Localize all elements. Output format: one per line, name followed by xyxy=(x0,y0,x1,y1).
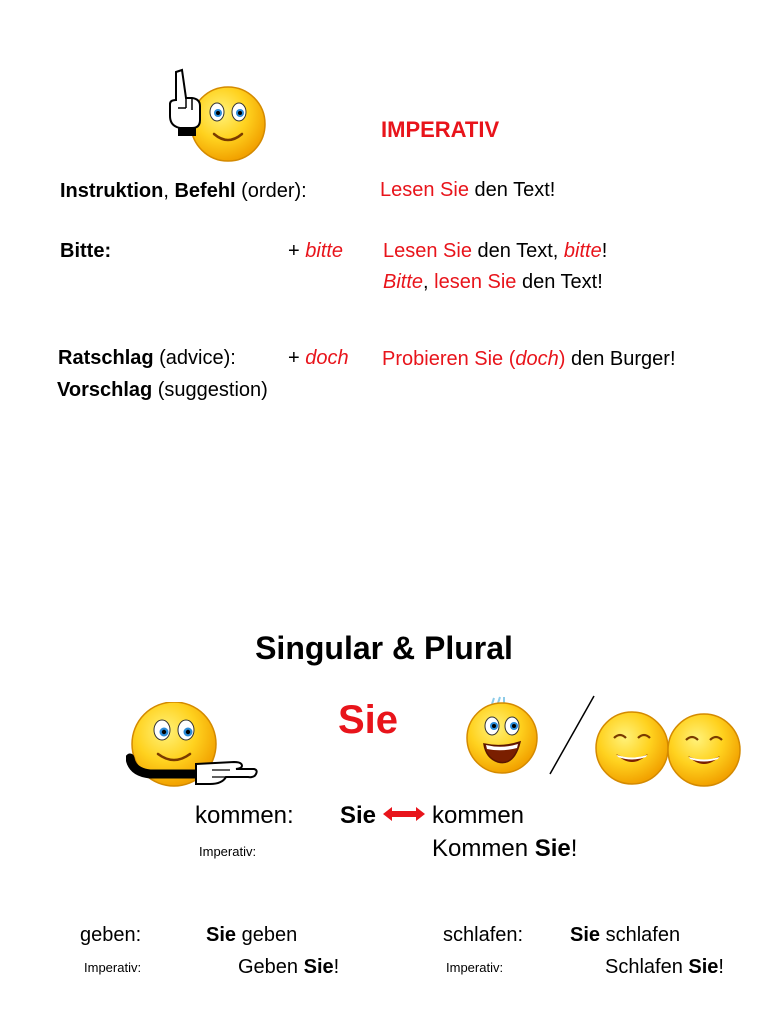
instruction-label-bold-1: Instruktion xyxy=(60,180,164,202)
geben-imperative-pronoun: Sie xyxy=(303,956,334,978)
schlafen-imperative-verb: Schlafen xyxy=(605,956,689,978)
pointing-smiley-icon xyxy=(166,68,270,164)
main-verb-imperative xyxy=(432,835,577,863)
request-ex1-end: ! xyxy=(601,240,608,262)
suggestion-label-bold: Vorschlag xyxy=(57,379,153,401)
schlafen-imperativ-label: Imperativ: xyxy=(446,960,504,975)
request-ex2-particle: Bitte xyxy=(383,271,424,293)
pronoun-sie-heading: Sie xyxy=(338,698,399,742)
instruction-label xyxy=(60,179,307,203)
request-ex2-comma: , xyxy=(423,271,435,293)
section-title-singular-plural: Singular & Plural xyxy=(255,630,513,666)
main-verb-conjugated: kommen xyxy=(432,802,525,829)
advice-particle-text: doch xyxy=(305,347,349,369)
geben-pronoun: Sie xyxy=(206,924,237,946)
laughing-smiley-icon xyxy=(464,696,544,776)
geben-conjugation xyxy=(206,923,297,947)
request-example-2 xyxy=(383,270,603,294)
advice-ex-red-2: ) xyxy=(558,348,566,370)
suggestion-label xyxy=(57,378,268,402)
instruction-example xyxy=(380,178,555,202)
page-title-imperativ: IMPERATIV xyxy=(381,117,500,142)
schlafen-conjugation xyxy=(570,923,680,947)
schlafen-imperative-pronoun: Sie xyxy=(688,956,719,978)
advice-label-bold: Ratschlag xyxy=(58,347,154,369)
request-plus: + xyxy=(288,240,306,262)
advice-label-plain: (advice): xyxy=(153,347,236,369)
pointing-right-smiley-icon xyxy=(126,702,260,790)
schlafen-infinitive: schlafen: xyxy=(443,924,524,946)
geben-infinitive: geben: xyxy=(80,924,142,946)
request-label: Bitte: xyxy=(60,240,112,262)
geben-imperative-verb: Geben xyxy=(238,956,304,978)
request-ex1-particle: bitte xyxy=(563,240,602,262)
request-particle-text: bitte xyxy=(305,240,344,262)
schlafen-pronoun: Sie xyxy=(570,924,601,946)
request-example-1 xyxy=(383,239,607,263)
request-particle xyxy=(288,239,343,263)
instruction-example-red: Lesen Sie xyxy=(380,179,469,201)
schlafen-imperative-end: ! xyxy=(718,956,724,978)
schlafen-conj: schlafen xyxy=(600,924,681,946)
request-ex1-red: Lesen Sie xyxy=(383,240,472,262)
main-verb-infinitive: kommen: xyxy=(195,802,294,829)
request-ex2-red: lesen Sie xyxy=(434,271,517,293)
instruction-label-sep: , xyxy=(163,180,175,202)
advice-label xyxy=(58,346,236,370)
instruction-label-bold-2: Befehl xyxy=(174,180,236,202)
main-verb-imperative-verb: Kommen xyxy=(432,835,535,862)
main-verb-imperativ-label: Imperativ: xyxy=(199,844,257,859)
advice-plus: + xyxy=(288,347,306,369)
request-ex1-mid: den Text, xyxy=(471,240,564,262)
request-ex2-rest: den Text! xyxy=(516,271,603,293)
main-verb-pronoun: Sie xyxy=(340,802,377,829)
advice-ex-particle: doch xyxy=(515,348,559,370)
advice-particle xyxy=(288,346,349,370)
advice-ex-rest: den Burger! xyxy=(565,348,676,370)
double-arrow-icon xyxy=(382,806,426,822)
instruction-example-rest: den Text! xyxy=(468,179,556,201)
main-verb-imperative-pronoun: Sie xyxy=(534,835,571,862)
main-verb-imperative-end: ! xyxy=(570,835,578,862)
geben-imperativ-label: Imperativ: xyxy=(84,960,142,975)
geben-conj: geben xyxy=(236,924,298,946)
schlafen-imperative xyxy=(605,955,724,979)
suggestion-label-plain: (suggestion) xyxy=(152,379,268,401)
advice-ex-red-1: Probieren Sie ( xyxy=(382,348,516,370)
instruction-label-plain: (order): xyxy=(235,180,307,202)
geben-imperative-end: ! xyxy=(333,956,340,978)
geben-imperative xyxy=(238,955,339,979)
slash-divider xyxy=(546,694,598,778)
two-smileys-icon xyxy=(594,708,744,788)
advice-example xyxy=(382,347,676,371)
